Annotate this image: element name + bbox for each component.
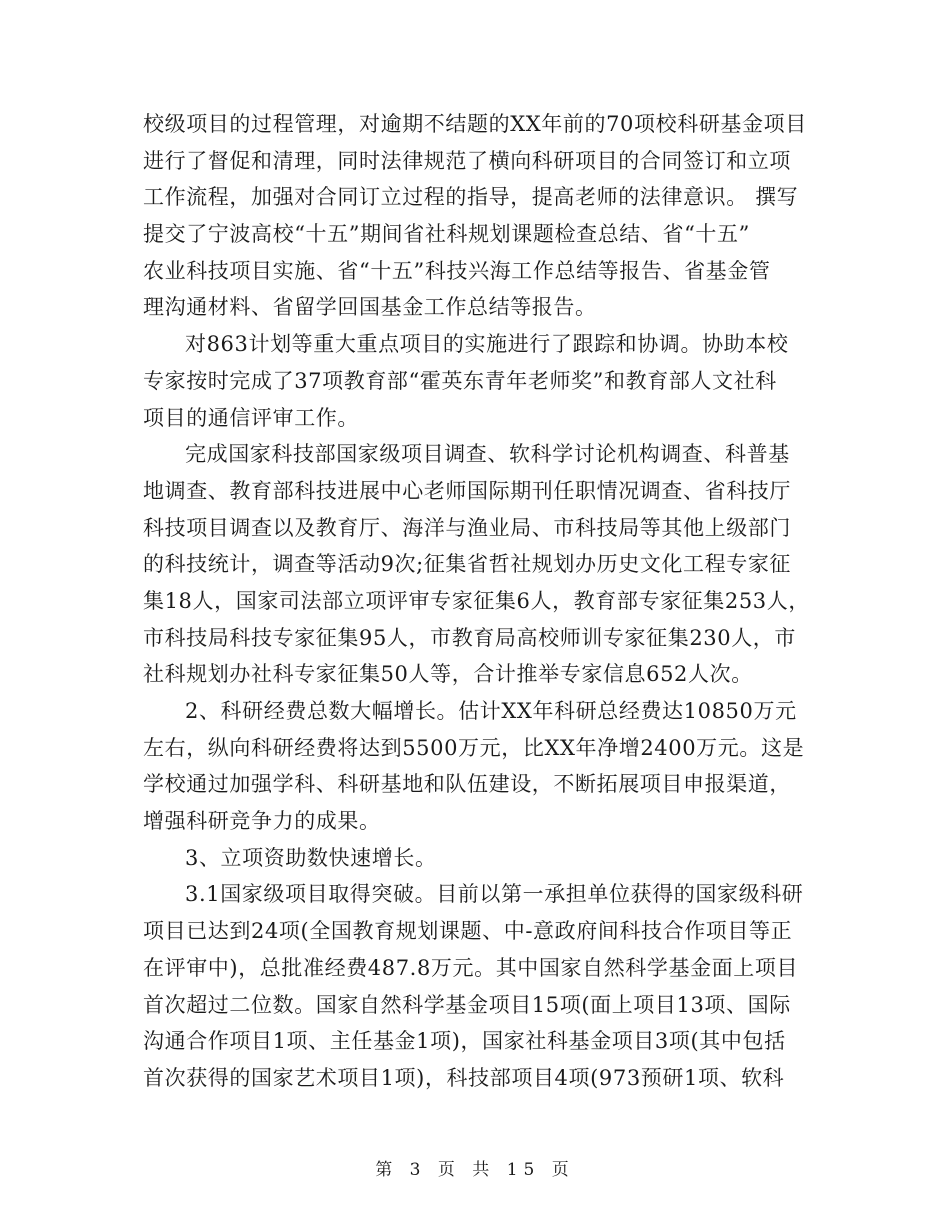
text-line: 在评审中)，总批准经费487.8万元。其中国家自然科学基金面上项目 [143,955,799,980]
text-line: 沟通合作项目1项、主任基金1项)，国家社科基金项目3项(其中包括 [143,1029,786,1054]
text-line: 3.1国家级项目取得突破。目前以第一承担单位获得的国家级科研 [185,882,804,907]
text-line: 学校通过加强学科、科研基地和队伍建设，不断拓展项目申报渠道， [143,772,791,797]
text-line: 提交了宁波高校“十五”期间省社科规划课题检查总结、省“十五” [143,222,750,247]
paragraph [143,840,808,877]
paragraph [143,876,808,1096]
text-line: 科技项目调查以及教育厅、海洋与渔业局、市科技局等其他上级部门 [143,515,791,540]
text-line: 社科规划办社科专家征集50人等，合计推举专家信息652人次。 [143,662,753,687]
text-line: 集18人，国家司法部立项评审专家征集6人，教育部专家征集253人， [143,588,810,613]
text-line: 进行了督促和清理，同时法律规范了横向科研项目的合同签订和立项 [143,148,791,173]
text-line: 项目的通信评审工作。 [143,405,359,430]
text-line: 3、立项资助数快速增长。 [185,845,437,870]
text-line: 的科技统计，调查等活动9次;征集省哲社规划办历史文化工程专家征 [143,552,792,577]
text-line: 专家按时完成了37项教育部“霍英东青年老师奖”和教育部人文社科 [143,368,777,393]
text-line: 2、科研经费总数大幅增长。估计XX年科研总经费达10850万元 [185,699,797,723]
paragraph [143,436,808,693]
text-line: 首次超过二位数。国家自然科学基金项目15项(面上项目13项、国际 [143,992,791,1017]
text-line: 理沟通材料、省留学回国基金工作总结等报告。 [143,295,597,320]
text-line: 完成国家科技部国家级项目调查、软科学讨论机构调查、科普基 [185,442,790,467]
text-line: 校级项目的过程管理，对逾期不结题的XX年前的70项校科研基金项目 [143,112,807,136]
paragraph [143,106,808,326]
paragraph [143,326,808,436]
text-line: 市科技局科技专家征集95人，市教育局高校师训专家征集230人，市 [143,625,797,650]
text-line: 项目已达到24项(全国教育规划课题、中-意政府间科技合作项目等正 [143,919,793,944]
document-body [143,106,808,1097]
paragraph [143,693,808,840]
text-line: 对863计划等重大重点项目的实施进行了跟踪和协调。协助本校 [185,332,789,357]
page-footer: 第 3 页 共 15 页 [375,1160,575,1180]
text-line: 增强科研竞争力的成果。 [143,809,381,834]
text-line: 工作流程，加强对合同订立过程的指导，提高老师的法律意识。 撰写 [143,185,799,210]
text-line: 农业科技项目实施、省“十五”科技兴海工作总结等报告、省基金管 [143,258,771,283]
text-line: 左右，纵向科研经费将达到5500万元，比XX年净增2400万元。这是 [143,735,805,760]
text-line: 地调查、教育部科技进展中心老师国际期刊任职情况调查、省科技厅 [143,478,791,503]
text-line: 首次获得的国家艺术项目1项)，科技部项目4项(973预研1项、软科 [143,1065,785,1090]
